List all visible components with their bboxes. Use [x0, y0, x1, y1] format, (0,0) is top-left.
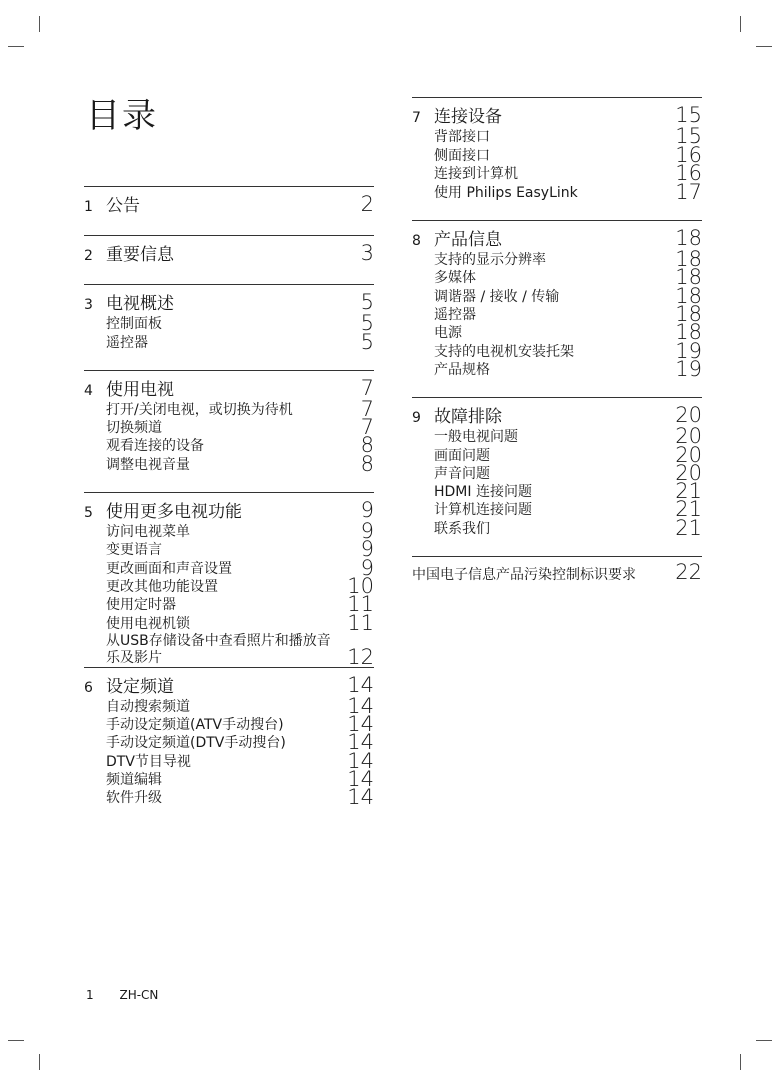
entry-page-number: 14	[347, 730, 374, 755]
toc-entry[interactable]	[106, 610, 374, 635]
entry-title: 切换频道	[106, 420, 162, 437]
section-title: 重要信息	[106, 245, 174, 265]
entry-page-number: 21	[675, 515, 702, 540]
entry-page-number: 8	[360, 451, 374, 476]
entry-title: 访问电视菜单	[106, 524, 190, 541]
entry-page-number: 7	[360, 415, 374, 440]
section-number: 1	[84, 199, 93, 215]
section-title: 公告	[106, 196, 140, 216]
entry-page-number: 14	[347, 748, 374, 773]
section-page-number: 3	[360, 241, 374, 265]
entry-page-number: 15	[675, 124, 702, 149]
entry-page-number: 12	[347, 644, 374, 669]
entry-page-number: 14	[347, 712, 374, 737]
page-footer	[86, 988, 180, 1002]
section-page-number: 7	[360, 375, 374, 400]
section-title: 电视概述	[106, 294, 174, 314]
toc-entry[interactable]	[434, 160, 702, 185]
toc-entry[interactable]	[106, 693, 374, 718]
toc-entry[interactable]	[434, 515, 702, 540]
entry-page-number: 9	[360, 519, 374, 544]
entry-page-number: 19	[675, 356, 702, 381]
entry-page-number: 14	[347, 693, 374, 718]
section-title: 设定频道	[106, 676, 174, 697]
entry-page-number: 8	[360, 433, 374, 458]
section-number: 2	[84, 248, 93, 264]
entry-title: 画面问题	[434, 447, 490, 464]
entry-page-number: 9	[360, 555, 374, 580]
toc-entry[interactable]	[106, 519, 374, 544]
entry-page-number: 18	[675, 247, 702, 272]
entry-page-number: 18	[675, 320, 702, 345]
crop-mark	[39, 1054, 40, 1070]
entry-page-number: 11	[347, 610, 374, 635]
entry-page-number: 20	[675, 424, 702, 449]
crop-mark	[8, 1040, 24, 1041]
section-title: 使用电视	[106, 379, 174, 400]
entry-title: 遥控器	[434, 307, 476, 324]
entry-title: 连接到计算机	[434, 165, 518, 182]
entry-title: DTV节目导视	[106, 753, 191, 770]
toc-section-heading[interactable]	[84, 672, 374, 698]
toc-section-heading[interactable]	[84, 240, 374, 266]
entry-title: 更改画面和声音设置	[106, 560, 232, 577]
toc-entry[interactable]	[106, 712, 374, 737]
toc-section	[412, 220, 702, 379]
toc-entry[interactable]	[434, 338, 702, 363]
toc-entry[interactable]	[434, 424, 702, 449]
entry-page-number: 19	[675, 338, 702, 363]
toc-standalone-entry[interactable]	[412, 556, 702, 584]
entry-title: 侧面接口	[434, 147, 490, 164]
entry-title: 调谐器 / 接收 / 传输	[434, 288, 560, 305]
toc-entry[interactable]	[434, 356, 702, 381]
entry-page-number: 11	[347, 592, 374, 617]
section-number: 5	[84, 504, 93, 521]
toc-section	[84, 492, 374, 667]
crop-mark	[740, 16, 741, 32]
entry-title: 计算机连接问题	[434, 502, 532, 519]
entry-page-number: 14	[347, 767, 374, 792]
entry-page-number: 17	[675, 179, 702, 204]
toc-entry[interactable]	[434, 479, 702, 504]
entry-title: 更改其他功能设置	[106, 578, 218, 595]
toc-entry[interactable]	[106, 329, 374, 354]
toc-entry[interactable]	[106, 555, 374, 580]
section-number: 3	[84, 297, 93, 313]
toc-section	[84, 186, 374, 217]
entry-title: 观看连接的设备	[106, 438, 204, 455]
entry-title: 多媒体	[434, 270, 476, 287]
entry-page-number: 18	[675, 283, 702, 308]
entry-title: 电源	[434, 325, 462, 342]
section-number: 7	[412, 110, 421, 126]
entry-title: 使用电视机锁	[106, 615, 190, 632]
toc-section	[412, 397, 702, 538]
toc-section	[84, 235, 374, 266]
entry-title: 调整电视音量	[106, 456, 190, 473]
toc-right-column	[412, 97, 702, 584]
entry-page-number: 16	[675, 160, 702, 185]
section-number: 6	[84, 679, 93, 696]
entry-title: 控制面板	[106, 316, 162, 333]
toc-entry[interactable]	[434, 179, 702, 204]
entry-title: 背部接口	[434, 129, 490, 146]
section-page-number: 14	[347, 672, 374, 697]
section-page-number: 5	[360, 290, 374, 314]
toc-entry[interactable]	[106, 415, 374, 440]
toc-section-heading[interactable]	[412, 402, 702, 428]
toc-section-heading[interactable]	[84, 191, 374, 217]
section-number: 4	[84, 382, 93, 399]
entry-title: 手动设定频道(ATV手动搜台)	[106, 717, 284, 734]
toc-entry[interactable]	[434, 142, 702, 167]
entry-title: 联系我们	[434, 520, 490, 537]
page-title: 目录	[86, 96, 158, 136]
section-page-number: 9	[360, 497, 374, 522]
entry-title: 一般电视问题	[434, 429, 518, 446]
section-page-number: 20	[675, 402, 702, 427]
entry-title: 使用 Philips EasyLink	[434, 184, 578, 201]
toc-entry[interactable]	[434, 265, 702, 290]
entry-page-number: 9	[360, 537, 374, 562]
toc-section	[84, 284, 374, 352]
section-title: 连接设备	[434, 107, 502, 127]
toc-entry[interactable]	[106, 537, 374, 562]
crop-mark	[8, 46, 24, 47]
entry-title: 产品规格	[434, 361, 490, 378]
toc-section	[84, 370, 374, 474]
section-number: 9	[412, 409, 421, 426]
toc-entry[interactable]	[434, 497, 702, 522]
entry-title: 使用定时器	[106, 597, 176, 614]
entry-page-number: 21	[675, 497, 702, 522]
crop-mark	[756, 46, 772, 47]
entry-title: 中国电子信息产品污染控制标识要求	[412, 566, 636, 583]
footer-page-number: 1	[86, 988, 94, 1002]
crop-mark	[39, 16, 40, 32]
toc-entry[interactable]	[106, 311, 374, 336]
entry-title: 打开/关闭电视，或切换为待机	[106, 401, 293, 418]
toc-entry[interactable]	[434, 283, 702, 308]
entry-page-number: 7	[360, 396, 374, 421]
toc-entry[interactable]	[106, 451, 374, 476]
toc-section	[84, 667, 374, 808]
toc-entry[interactable]	[434, 124, 702, 149]
toc-entry[interactable]	[106, 396, 374, 421]
toc-section	[412, 97, 702, 202]
entry-title: 支持的显示分辨率	[434, 252, 546, 269]
toc-section-heading[interactable]	[412, 225, 702, 251]
entry-title: 从USB存储设备中查看照片和播放音乐及影片	[106, 632, 331, 666]
section-page-number: 18	[675, 225, 702, 250]
toc-entry[interactable]	[106, 767, 374, 792]
entry-title: 声音问题	[434, 465, 490, 482]
entry-page-number: 16	[675, 142, 702, 167]
entry-page-number: 18	[675, 265, 702, 290]
toc-entry[interactable]	[106, 748, 374, 773]
toc-section-heading[interactable]	[84, 497, 374, 523]
entry-title: 软件升级	[106, 790, 162, 807]
section-page-number: 2	[360, 192, 374, 216]
toc-entry[interactable]	[106, 592, 374, 617]
entry-title: 变更语言	[106, 542, 162, 559]
entry-title: 自动搜索频道	[106, 698, 190, 715]
toc-entry[interactable]	[106, 730, 374, 755]
entry-title: 频道编辑	[106, 772, 162, 789]
entry-page-number: 14	[347, 785, 374, 810]
toc-entry[interactable]	[106, 573, 374, 598]
entry-page-number: 20	[675, 442, 702, 467]
toc-section-heading[interactable]	[412, 102, 702, 128]
footer-language: ZH-CN	[119, 988, 159, 1002]
entry-title: 遥控器	[106, 334, 148, 351]
toc-entry[interactable]	[434, 460, 702, 485]
toc-left-column	[84, 186, 374, 825]
section-title: 产品信息	[434, 229, 502, 250]
entry-title: 支持的电视机安装托架	[434, 343, 574, 360]
toc-section-heading[interactable]	[84, 375, 374, 401]
entry-page-number: 10	[347, 573, 374, 598]
section-title: 使用更多电视功能	[106, 501, 242, 522]
section-page-number: 15	[675, 103, 702, 127]
entry-page-number: 5	[360, 329, 374, 354]
toc-section-heading[interactable]	[84, 289, 374, 315]
entry-page-number: 20	[675, 460, 702, 485]
entry-page-number: 18	[675, 302, 702, 327]
entry-page-number: 21	[675, 479, 702, 504]
toc-entry[interactable]	[106, 785, 374, 810]
toc-entry[interactable]	[106, 433, 374, 458]
toc-entry[interactable]	[434, 247, 702, 272]
entry-page-number: 5	[360, 311, 374, 336]
toc-entry[interactable]	[434, 442, 702, 467]
toc-entry[interactable]	[434, 302, 702, 327]
entry-title: HDMI 连接问题	[434, 484, 532, 501]
crop-mark	[756, 1040, 772, 1041]
entry-page-number: 22	[675, 559, 702, 584]
toc-entry[interactable]	[434, 320, 702, 345]
toc-entry[interactable]	[106, 633, 374, 667]
section-title: 故障排除	[434, 406, 502, 427]
section-number: 8	[412, 232, 421, 249]
entry-title: 手动设定频道(DTV手动搜台)	[106, 735, 286, 752]
crop-mark	[740, 1054, 741, 1070]
